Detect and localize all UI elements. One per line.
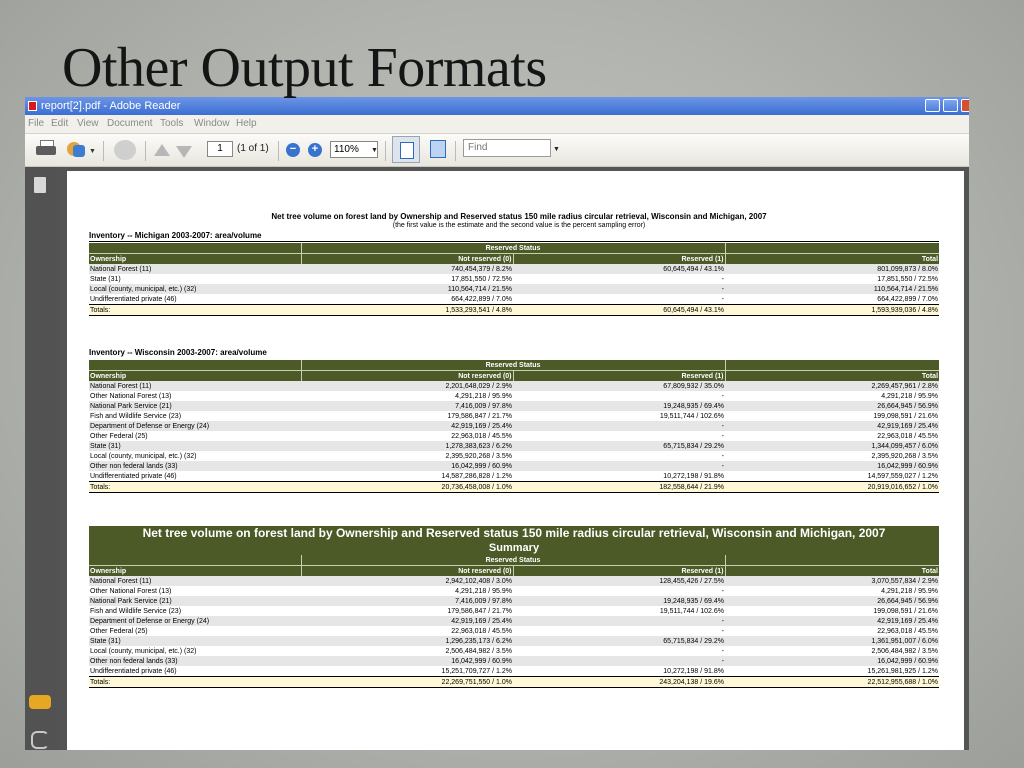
- header-spacer: [725, 243, 939, 254]
- not-reserved-cell: 2,506,484,982 / 3.5%: [301, 646, 513, 656]
- total-cell: 4,291,218 / 95.9%: [725, 391, 939, 401]
- ownership-cell: National Forest (11): [89, 381, 301, 391]
- ownership-cell: National Forest (11): [89, 576, 301, 586]
- slide-title: Other Output Formats: [62, 37, 547, 99]
- ownership-cell: State (31): [89, 636, 301, 646]
- reserved-cell: -: [513, 431, 725, 441]
- table-row: [89, 471, 939, 482]
- header-spacer: [89, 243, 301, 254]
- ownership-cell: State (31): [89, 441, 301, 451]
- table-row: [89, 431, 939, 441]
- ownership-cell: Local (county, municipal, etc.) (32): [89, 284, 301, 294]
- reserved-header: Reserved (1): [513, 254, 725, 265]
- total-cell: 199,098,591 / 21.6%: [725, 606, 939, 616]
- total-cell: 26,664,945 / 56.9%: [725, 401, 939, 411]
- reserved-status-header: Reserved Status: [301, 360, 725, 371]
- table-row: [89, 274, 939, 284]
- table-row: [89, 646, 939, 656]
- paperclip-icon[interactable]: [31, 731, 49, 749]
- table-row: [89, 596, 939, 606]
- not-reserved-cell: 2,942,102,408 / 3.0%: [301, 576, 513, 586]
- reserved-cell: 19,248,935 / 69.4%: [513, 596, 725, 606]
- total-cell: 4,291,218 / 95.9%: [725, 586, 939, 596]
- reserved-cell: 128,455,426 / 27.5%: [513, 576, 725, 586]
- menu-file[interactable]: File: [28, 118, 45, 129]
- not-reserved-cell: 1,296,235,173 / 6.2%: [301, 636, 513, 646]
- table-row: [89, 421, 939, 431]
- ownership-cell: National Forest (11): [89, 264, 301, 274]
- ownership-cell: Undifferentiated private (46): [89, 294, 301, 305]
- table-row: [89, 294, 939, 305]
- close-button[interactable]: [961, 99, 969, 112]
- table-row: [89, 381, 939, 391]
- total-cell: 16,042,999 / 60.9%: [725, 461, 939, 471]
- ownership-cell: Local (county, municipal, etc.) (32): [89, 646, 301, 656]
- reserved-total: 243,204,138 / 19.6%: [513, 677, 725, 688]
- totals-row: [89, 677, 939, 688]
- summary-title: Net tree volume on forest land by Ownership and Reserved status 150 mile radius circular retrieval, Wisconsin and Michigan, 2007: [89, 526, 939, 541]
- not-reserved-cell: 15,251,709,727 / 1.2%: [301, 666, 513, 677]
- total-cell: 22,963,018 / 45.5%: [725, 626, 939, 636]
- reserved-status-header: Reserved Status: [301, 243, 725, 254]
- minimize-button[interactable]: [925, 99, 940, 112]
- table-row: [89, 586, 939, 596]
- comments-icon[interactable]: [29, 695, 51, 709]
- table-row: [89, 616, 939, 626]
- not-reserved-cell: 7,416,009 / 97.8%: [301, 596, 513, 606]
- total-cell: 2,395,920,268 / 3.5%: [725, 451, 939, 461]
- ownership-cell: Other non federal lands (33): [89, 656, 301, 666]
- not-reserved-cell: 22,963,018 / 45.5%: [301, 431, 513, 441]
- not-reserved-cell: 1,278,383,623 / 6.2%: [301, 441, 513, 451]
- table-row: [89, 576, 939, 586]
- totals-row: [89, 482, 939, 493]
- ownership-cell: Department of Defense or Energy (24): [89, 421, 301, 431]
- reserved-header: Reserved (1): [513, 566, 725, 577]
- totals-label: Totals:: [89, 677, 301, 688]
- menu-edit[interactable]: Edit: [51, 118, 69, 129]
- zoom-in-icon[interactable]: +: [308, 143, 322, 157]
- not-reserved-header: Not reserved (0): [301, 254, 513, 265]
- fit-width-icon[interactable]: [430, 140, 446, 158]
- toolbar-separator: [385, 141, 386, 161]
- not-reserved-cell: 17,851,550 / 72.5%: [301, 274, 513, 284]
- toolbar-separator: [278, 141, 279, 161]
- total-cell: 664,422,899 / 7.0%: [725, 294, 939, 305]
- summary-subtitle: Summary: [89, 541, 939, 555]
- header-spacer: [725, 555, 939, 566]
- table-row: [89, 284, 939, 294]
- table-row: [89, 411, 939, 421]
- total-cell: 42,919,169 / 25.4%: [725, 421, 939, 431]
- reserved-cell: -: [513, 461, 725, 471]
- reserved-cell: -: [513, 626, 725, 636]
- not-reserved-cell: 664,422,899 / 7.0%: [301, 294, 513, 305]
- table-row: [89, 391, 939, 401]
- adobe-reader-window: [25, 97, 969, 750]
- reserved-status-header: Reserved Status: [301, 555, 725, 566]
- ownership-header: Ownership: [89, 371, 301, 382]
- total-header: Total: [725, 254, 939, 265]
- grand-total: 20,919,016,652 / 1.0%: [725, 482, 939, 493]
- ownership-cell: Other Federal (25): [89, 431, 301, 441]
- reserved-header: Reserved (1): [513, 371, 725, 382]
- reserved-cell: 19,511,744 / 102.6%: [513, 606, 725, 616]
- reserved-cell: -: [513, 391, 725, 401]
- ownership-cell: Other National Forest (13): [89, 586, 301, 596]
- total-cell: 1,361,951,007 / 6.0%: [725, 636, 939, 646]
- not-reserved-total: 22,269,751,550 / 1.0%: [301, 677, 513, 688]
- reserved-cell: 10,272,198 / 91.8%: [513, 666, 725, 677]
- reserved-cell: 67,809,932 / 35.0%: [513, 381, 725, 391]
- reserved-cell: 19,511,744 / 102.6%: [513, 411, 725, 421]
- reserved-cell: -: [513, 294, 725, 305]
- ownership-cell: Fish and Wildlife Service (23): [89, 606, 301, 616]
- total-cell: 14,597,559,027 / 1.2%: [725, 471, 939, 482]
- toolbar-separator: [103, 141, 104, 161]
- michigan-inventory-title: Inventory -- Michigan 2003-2007: area/volume: [89, 231, 262, 240]
- total-cell: 2,506,484,982 / 3.5%: [725, 646, 939, 656]
- window-titlebar: [25, 97, 969, 115]
- reserved-cell: -: [513, 284, 725, 294]
- ownership-header: Ownership: [89, 254, 301, 265]
- michigan-table: [89, 243, 939, 316]
- not-reserved-cell: 179,586,847 / 21.7%: [301, 411, 513, 421]
- reserved-cell: 65,715,834 / 29.2%: [513, 441, 725, 451]
- divider: [89, 241, 939, 242]
- total-cell: 15,261,981,925 / 1.2%: [725, 666, 939, 677]
- wisconsin-inventory-title: Inventory -- Wisconsin 2003-2007: area/volume: [89, 348, 267, 357]
- header-spacer: [725, 360, 939, 371]
- total-cell: 1,344,099,457 / 6.0%: [725, 441, 939, 451]
- not-reserved-cell: 179,586,847 / 21.7%: [301, 606, 513, 616]
- ownership-cell: National Park Service (21): [89, 596, 301, 606]
- page-count: (1 of 1): [237, 143, 269, 154]
- total-cell: 801,099,873 / 8.0%: [725, 264, 939, 274]
- pdf-app-icon: [28, 101, 37, 111]
- not-reserved-cell: 14,587,286,828 / 1.2%: [301, 471, 513, 482]
- reserved-cell: 19,248,935 / 69.4%: [513, 401, 725, 411]
- not-reserved-header: Not reserved (0): [301, 371, 513, 382]
- total-cell: 17,851,550 / 72.5%: [725, 274, 939, 284]
- table-row: [89, 451, 939, 461]
- ownership-cell: Other non federal lands (33): [89, 461, 301, 471]
- table-row: [89, 461, 939, 471]
- chevron-down-icon[interactable]: ▼: [89, 148, 96, 155]
- not-reserved-cell: 42,919,169 / 25.4%: [301, 421, 513, 431]
- total-cell: 16,042,999 / 60.9%: [725, 656, 939, 666]
- menu-help[interactable]: Help: [236, 118, 257, 129]
- ownership-cell: Department of Defense or Energy (24): [89, 616, 301, 626]
- reserved-total: 182,558,644 / 21.9%: [513, 482, 725, 493]
- table-row: [89, 656, 939, 666]
- window-title: report[2].pdf - Adobe Reader: [41, 100, 181, 112]
- zoom-level-select[interactable]: 110%: [330, 141, 378, 158]
- table-row: [89, 626, 939, 636]
- total-header: Total: [725, 566, 939, 577]
- reserved-cell: -: [513, 616, 725, 626]
- fit-page-icon[interactable]: [392, 136, 420, 163]
- summary-table: [89, 526, 939, 688]
- ownership-cell: Undifferentiated private (46): [89, 471, 301, 482]
- not-reserved-cell: 2,395,920,268 / 3.5%: [301, 451, 513, 461]
- not-reserved-total: 1,533,293,541 / 4.8%: [301, 305, 513, 316]
- ownership-cell: Other Federal (25): [89, 626, 301, 636]
- table-row: [89, 666, 939, 677]
- not-reserved-cell: 22,963,018 / 45.5%: [301, 626, 513, 636]
- reserved-total: 60,645,494 / 43.1%: [513, 305, 725, 316]
- pages-panel-icon[interactable]: [34, 177, 46, 193]
- not-reserved-cell: 110,564,714 / 21.5%: [301, 284, 513, 294]
- find-input[interactable]: Find: [463, 139, 551, 157]
- not-reserved-cell: 16,042,999 / 60.9%: [301, 656, 513, 666]
- zoom-out-icon[interactable]: −: [286, 143, 300, 157]
- toolbar: [25, 134, 969, 167]
- header-spacer: [89, 555, 301, 566]
- header-spacer: [89, 360, 301, 371]
- ownership-cell: Local (county, municipal, etc.) (32): [89, 451, 301, 461]
- menu-view[interactable]: View: [77, 118, 99, 129]
- not-reserved-header: Not reserved (0): [301, 566, 513, 577]
- not-reserved-cell: 740,454,379 / 8.2%: [301, 264, 513, 274]
- report-subtitle: (the first value is the estimate and the second value is the percent sampling error): [392, 222, 646, 229]
- previous-page-icon[interactable]: [154, 144, 170, 156]
- reserved-cell: -: [513, 646, 725, 656]
- pdf-page: [67, 171, 964, 750]
- reserved-cell: -: [513, 586, 725, 596]
- totals-label: Totals:: [89, 482, 301, 493]
- not-reserved-cell: 4,291,218 / 95.9%: [301, 586, 513, 596]
- toolbar-separator: [145, 141, 146, 161]
- reserved-cell: 65,715,834 / 29.2%: [513, 636, 725, 646]
- wisconsin-table: [89, 360, 939, 493]
- not-reserved-cell: 16,042,999 / 60.9%: [301, 461, 513, 471]
- reserved-cell: -: [513, 274, 725, 284]
- not-reserved-cell: 4,291,218 / 95.9%: [301, 391, 513, 401]
- report-title: Net tree volume on forest land by Ownership and Reserved status 150 mile radius circular retrieval, Wisconsin and Michigan, 2007: [271, 212, 767, 221]
- not-reserved-cell: 2,201,648,029 / 2.9%: [301, 381, 513, 391]
- not-reserved-cell: 7,416,009 / 97.8%: [301, 401, 513, 411]
- reserved-cell: 10,272,198 / 91.8%: [513, 471, 725, 482]
- disabled-globe-icon: [114, 140, 136, 160]
- grand-total: 22,512,955,688 / 1.0%: [725, 677, 939, 688]
- chevron-down-icon[interactable]: ▼: [371, 147, 378, 154]
- menu-bar: [25, 115, 969, 134]
- total-cell: 199,098,591 / 21.6%: [725, 411, 939, 421]
- ownership-cell: National Park Service (21): [89, 401, 301, 411]
- total-header: Total: [725, 371, 939, 382]
- maximize-button[interactable]: [943, 99, 958, 112]
- chevron-down-icon[interactable]: ▼: [553, 146, 560, 153]
- page-number-input[interactable]: 1: [207, 141, 233, 157]
- document-view[interactable]: [60, 167, 969, 750]
- ownership-header: Ownership: [89, 566, 301, 577]
- total-cell: 42,919,169 / 25.4%: [725, 616, 939, 626]
- ownership-cell: Undifferentiated private (46): [89, 666, 301, 677]
- menu-document[interactable]: Document: [107, 118, 153, 129]
- table-row: [89, 441, 939, 451]
- ownership-cell: Fish and Wildlife Service (23): [89, 411, 301, 421]
- next-page-icon[interactable]: [176, 146, 192, 158]
- table-row: [89, 264, 939, 274]
- reserved-cell: -: [513, 421, 725, 431]
- menu-tools[interactable]: Tools: [160, 118, 184, 129]
- table-row: [89, 636, 939, 646]
- not-reserved-total: 20,736,458,008 / 1.0%: [301, 482, 513, 493]
- email-share-icon[interactable]: [67, 140, 87, 158]
- menu-window[interactable]: Window: [194, 118, 230, 129]
- table-row: [89, 606, 939, 616]
- grand-total: 1,593,939,036 / 4.8%: [725, 305, 939, 316]
- totals-row: [89, 305, 939, 316]
- print-icon[interactable]: [36, 140, 56, 158]
- total-cell: 110,564,714 / 21.5%: [725, 284, 939, 294]
- total-cell: 26,664,945 / 56.9%: [725, 596, 939, 606]
- reserved-cell: -: [513, 451, 725, 461]
- total-cell: 3,070,557,834 / 2.9%: [725, 576, 939, 586]
- not-reserved-cell: 42,919,169 / 25.4%: [301, 616, 513, 626]
- total-cell: 2,269,457,961 / 2.8%: [725, 381, 939, 391]
- ownership-cell: Other National Forest (13): [89, 391, 301, 401]
- reserved-cell: -: [513, 656, 725, 666]
- ownership-cell: State (31): [89, 274, 301, 284]
- toolbar-separator: [455, 141, 456, 161]
- totals-label: Totals:: [89, 305, 301, 316]
- reserved-cell: 60,645,494 / 43.1%: [513, 264, 725, 274]
- table-row: [89, 401, 939, 411]
- navigation-pane: [25, 167, 60, 750]
- total-cell: 22,963,018 / 45.5%: [725, 431, 939, 441]
